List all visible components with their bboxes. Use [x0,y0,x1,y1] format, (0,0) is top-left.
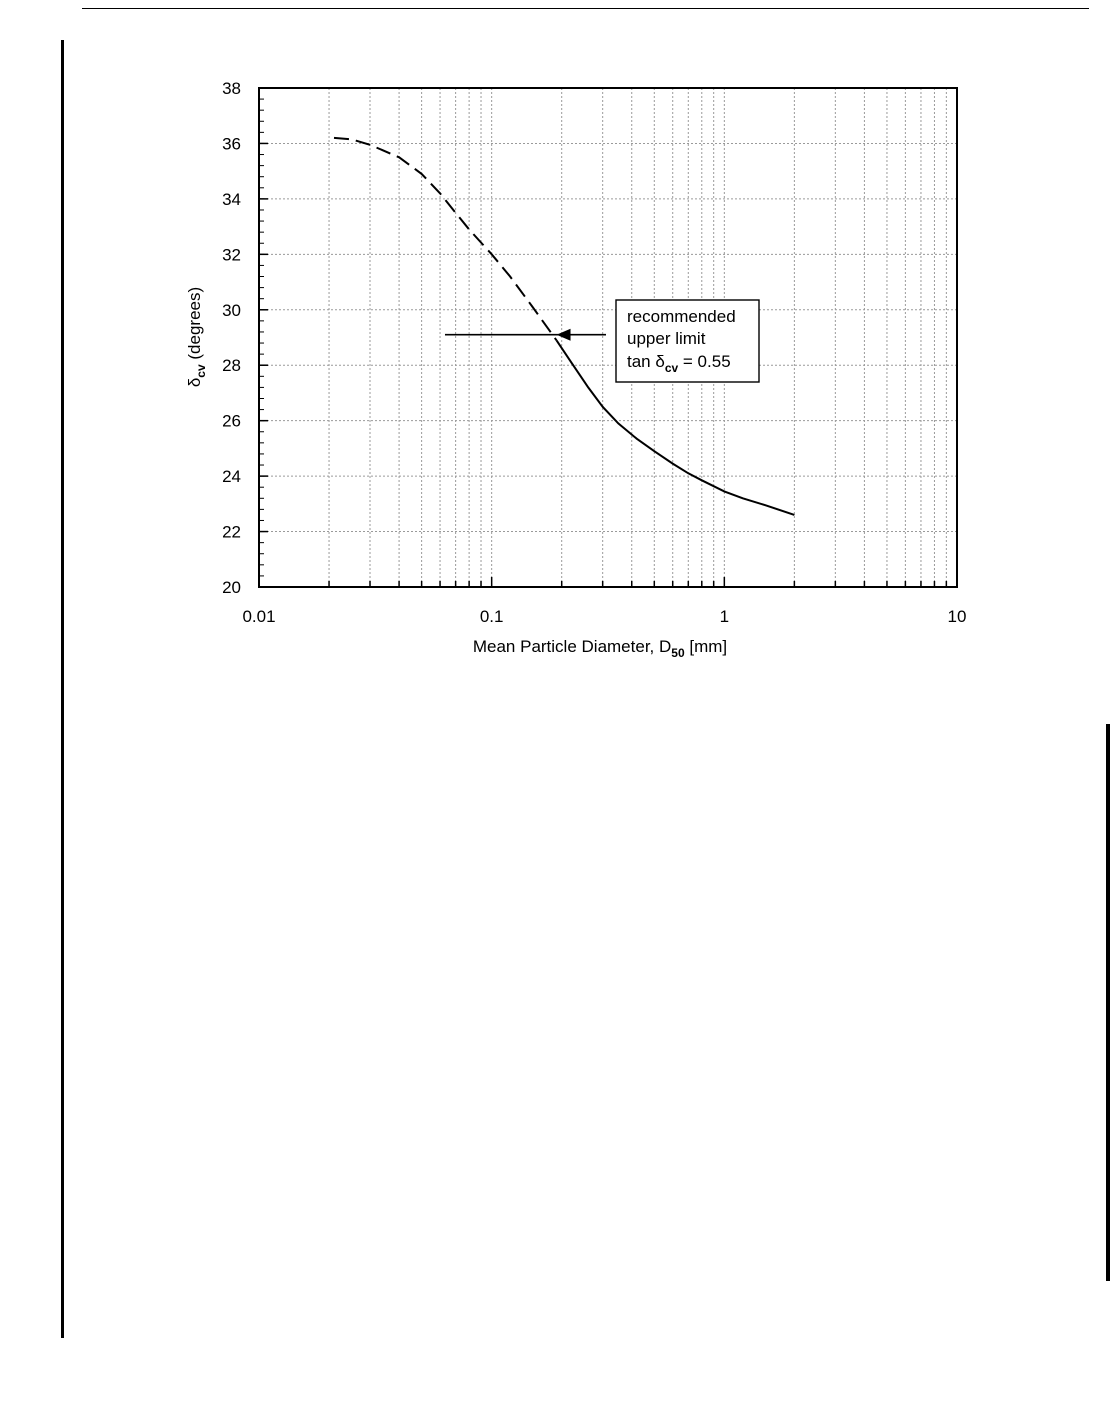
y-axis-title: $\delta_{cv}$ (degrees) [185,286,208,388]
right-margin-bar [1106,724,1110,1281]
y-tick-label: 38 [222,79,241,98]
y-tick-label: 30 [222,300,241,320]
y-tick-label: 28 [222,356,241,376]
y-tick-label: 20 [222,578,241,597]
x-tick-label: 1 [719,607,730,626]
annotation-formula: $\tan \delta_{cv} = 0.55$ [627,352,731,375]
annotation-arrow-head [557,329,571,341]
y-tick-label: 32 [222,245,241,265]
y-tick-label: 22 [222,522,241,542]
plot-frame [259,88,957,587]
y-tick-label: 34 [222,189,241,209]
x-tick-label: 0.01 [242,607,276,626]
y-tick-label: 24 [222,467,241,487]
x-tick-label: 10 [947,607,967,626]
x-tick-label: 0.1 [479,607,504,626]
y-tick-label: 26 [222,411,241,431]
annotation-line-1: recommended [627,307,736,326]
x-axis-title: Mean Particle Diameter, $D_{50}$ [mm] [472,637,728,660]
grid [259,88,957,587]
tick-labels [222,79,966,626]
y-tick-label: 36 [222,134,241,154]
annotation-line-2: upper limit [627,329,706,348]
